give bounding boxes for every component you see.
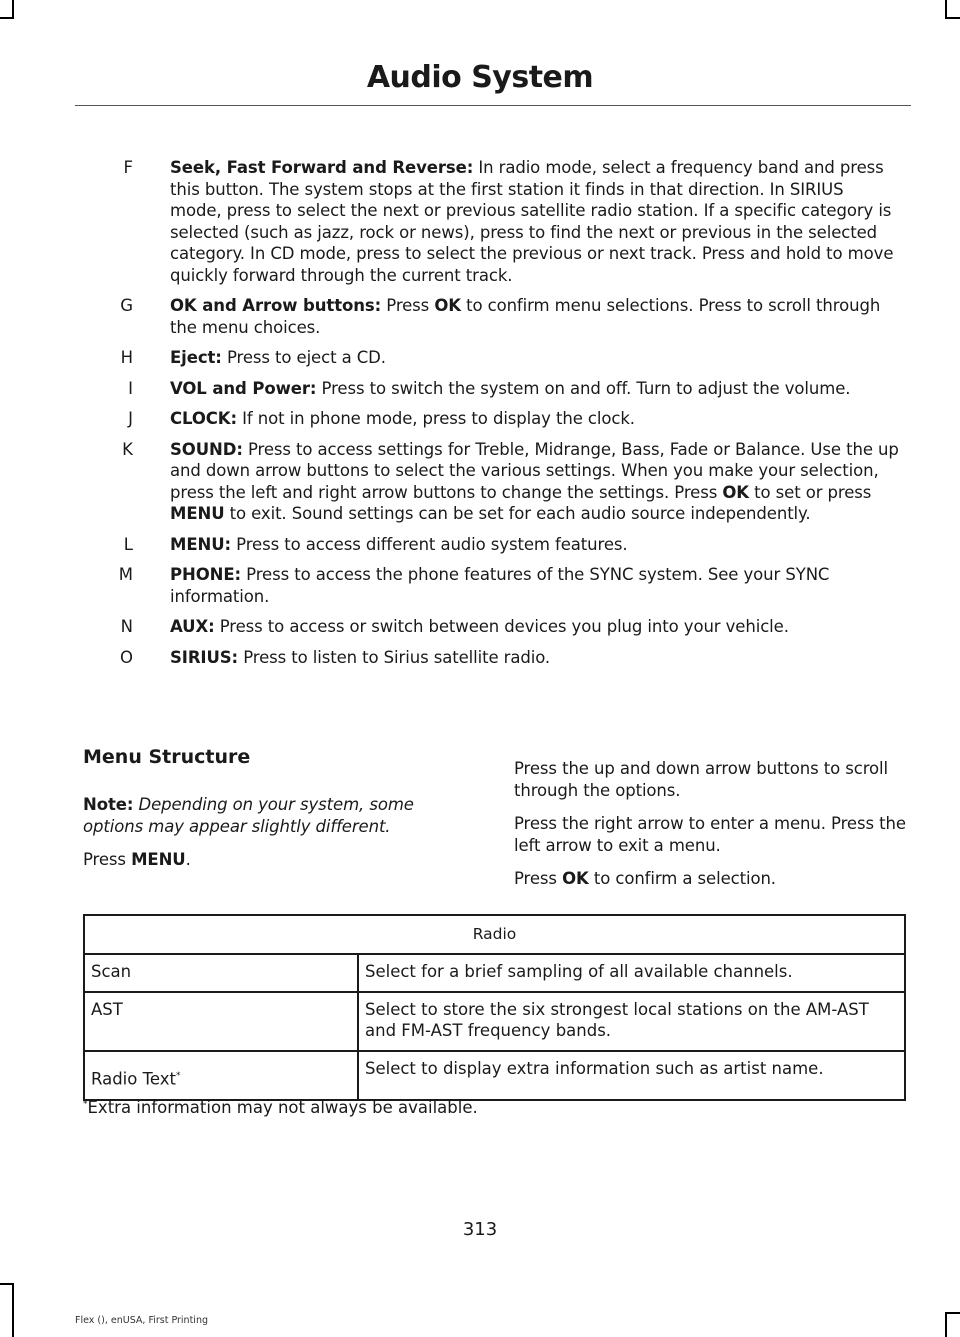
- item-text: If not in phone mode, press to display the clock.: [236, 409, 635, 428]
- table-cell-description: Select for a brief sampling of all available channels.: [358, 954, 905, 992]
- item-description: [170, 295, 900, 338]
- item-text: to confirm menu selections. Press to scroll through the menu choices.: [170, 296, 881, 337]
- item-key: H: [120, 348, 133, 367]
- item-bold: MENU: [170, 504, 225, 523]
- list-item: [0, 564, 960, 607]
- crop-mark: [945, 17, 960, 19]
- note-text: Depending on your system, some options may appear slightly different.: [83, 795, 414, 836]
- page-number: 313: [462, 1219, 498, 1240]
- item-description: [170, 157, 900, 286]
- item-description: [170, 378, 900, 400]
- footnote: [83, 1098, 478, 1117]
- page-title: Audio System: [366, 60, 594, 95]
- item-term: SIRIUS:: [170, 647, 239, 667]
- table-row: [84, 992, 905, 1051]
- item-text: In radio mode, select a frequency band and press this button. The system stops at the first station it finds in that direction. In SIRIUS mode, press to select the next or previous satellite radio station. If a specific category is selected (such as jazz, rock or news), press to find the next or previous in the selected category. In CD mode, press to select the previous or next track. Press and hold to move quickly forward through the current track.: [170, 158, 894, 285]
- item-description: [170, 408, 900, 430]
- menu-structure-left-column: [83, 742, 463, 883]
- instruction-paragraph: [514, 868, 914, 890]
- menu-structure-right-column: [514, 758, 914, 902]
- table-row: [84, 1051, 905, 1100]
- item-description: [170, 347, 900, 369]
- item-text: to set or press: [749, 482, 872, 502]
- table-cell-name: AST: [84, 992, 358, 1051]
- instruction-paragraph: Press the up and down arrow buttons to scroll through the options.: [514, 759, 889, 800]
- item-term: CLOCK:: [170, 409, 237, 428]
- note-label: Note:: [83, 795, 134, 814]
- section-heading: Menu Structure: [83, 746, 251, 768]
- crop-mark: [945, 0, 947, 17]
- item-bold: OK: [722, 482, 749, 502]
- list-item: [0, 439, 960, 525]
- crop-mark: [945, 1312, 947, 1337]
- cell-text: Radio Text: [91, 1069, 176, 1089]
- list-item: [0, 378, 960, 400]
- item-description: [170, 439, 900, 525]
- press-menu-paragraph: [83, 849, 463, 871]
- item-text: Press to listen to Sirius satellite radio.: [238, 647, 551, 667]
- item-key: G: [120, 296, 133, 315]
- item-text: Press to access settings for Treble, Midrange, Bass, Fade or Balance. Use the up and down arrow buttons to select the various settings. When you make your selection, press the left and right arrow buttons to change the settings. Press: [170, 439, 899, 502]
- item-text: Press to access or switch between devices you plug into your vehicle.: [214, 617, 789, 636]
- table-row: [84, 954, 905, 992]
- list-item: [0, 616, 960, 638]
- item-key: I: [128, 378, 133, 398]
- item-description: [170, 564, 900, 607]
- table-cell-name: Scan: [84, 954, 358, 992]
- list-item: [0, 295, 960, 338]
- item-term: Eject:: [170, 348, 222, 367]
- footnote-marker: *: [83, 1099, 88, 1110]
- item-text: Press to eject a CD.: [221, 348, 386, 367]
- header-divider: [75, 105, 911, 106]
- item-term: Seek, Fast Forward and Reverse:: [170, 158, 474, 177]
- list-item: [0, 347, 960, 369]
- item-term: PHONE:: [170, 565, 242, 584]
- item-bold: OK: [434, 296, 461, 315]
- list-item: [0, 408, 960, 430]
- footnote-text: Extra information may not always be available.: [87, 1098, 478, 1117]
- list-item: [0, 534, 960, 556]
- item-term: AUX:: [170, 617, 215, 636]
- instruction-suffix: to confirm a selection.: [588, 869, 776, 888]
- item-key: J: [128, 409, 133, 428]
- instruction-paragraph: Press the right arrow to enter a menu. Press the left arrow to exit a menu.: [514, 814, 906, 855]
- crop-mark: [12, 1283, 14, 1337]
- list-item: [0, 647, 960, 669]
- press-menu-bold: MENU: [131, 850, 186, 869]
- crop-mark: [0, 1283, 14, 1285]
- control-list: [0, 157, 960, 677]
- item-description: [170, 534, 900, 556]
- footnote-marker: *: [175, 1071, 181, 1081]
- note-paragraph: [83, 794, 463, 837]
- list-item: [0, 157, 960, 286]
- radio-menu-table: [83, 914, 906, 1101]
- table-cell-description: Select to display extra information such as artist name.: [358, 1051, 905, 1100]
- item-text: Press to switch the system on and off. Turn to adjust the volume.: [316, 378, 851, 398]
- crop-mark: [12, 0, 14, 17]
- instruction-prefix: Press: [514, 869, 563, 888]
- item-text: Press to access the phone features of the SYNC system. See your SYNC information.: [170, 565, 830, 606]
- crop-mark: [945, 1312, 960, 1314]
- item-text: Press to access different audio system features.: [231, 534, 628, 554]
- item-term: MENU:: [170, 534, 231, 554]
- item-text: to exit. Sound settings can be set for each audio source independently.: [224, 504, 811, 523]
- item-key: N: [120, 617, 133, 636]
- item-term: OK and Arrow buttons:: [170, 296, 382, 315]
- table-title: Radio: [84, 915, 905, 954]
- item-text: Press: [381, 296, 435, 315]
- item-key: F: [123, 158, 133, 177]
- item-description: [170, 616, 900, 638]
- press-suffix: .: [185, 850, 191, 869]
- item-term: SOUND:: [170, 439, 243, 459]
- item-term: VOL and Power:: [170, 378, 317, 398]
- item-description: [170, 647, 900, 669]
- footer-text: Flex (), enUSA, First Printing: [75, 1315, 208, 1326]
- crop-mark: [0, 17, 14, 19]
- table-cell-name: [84, 1051, 358, 1100]
- press-prefix: Press: [83, 850, 132, 869]
- table-header-row: [84, 915, 905, 954]
- item-key: O: [120, 647, 133, 667]
- item-key: M: [118, 565, 133, 584]
- instruction-bold: OK: [562, 869, 589, 888]
- table-cell-description: Select to store the six strongest local stations on the AM-AST and FM-AST frequency bands.: [358, 992, 905, 1051]
- item-key: L: [123, 534, 133, 554]
- item-key: K: [122, 439, 133, 459]
